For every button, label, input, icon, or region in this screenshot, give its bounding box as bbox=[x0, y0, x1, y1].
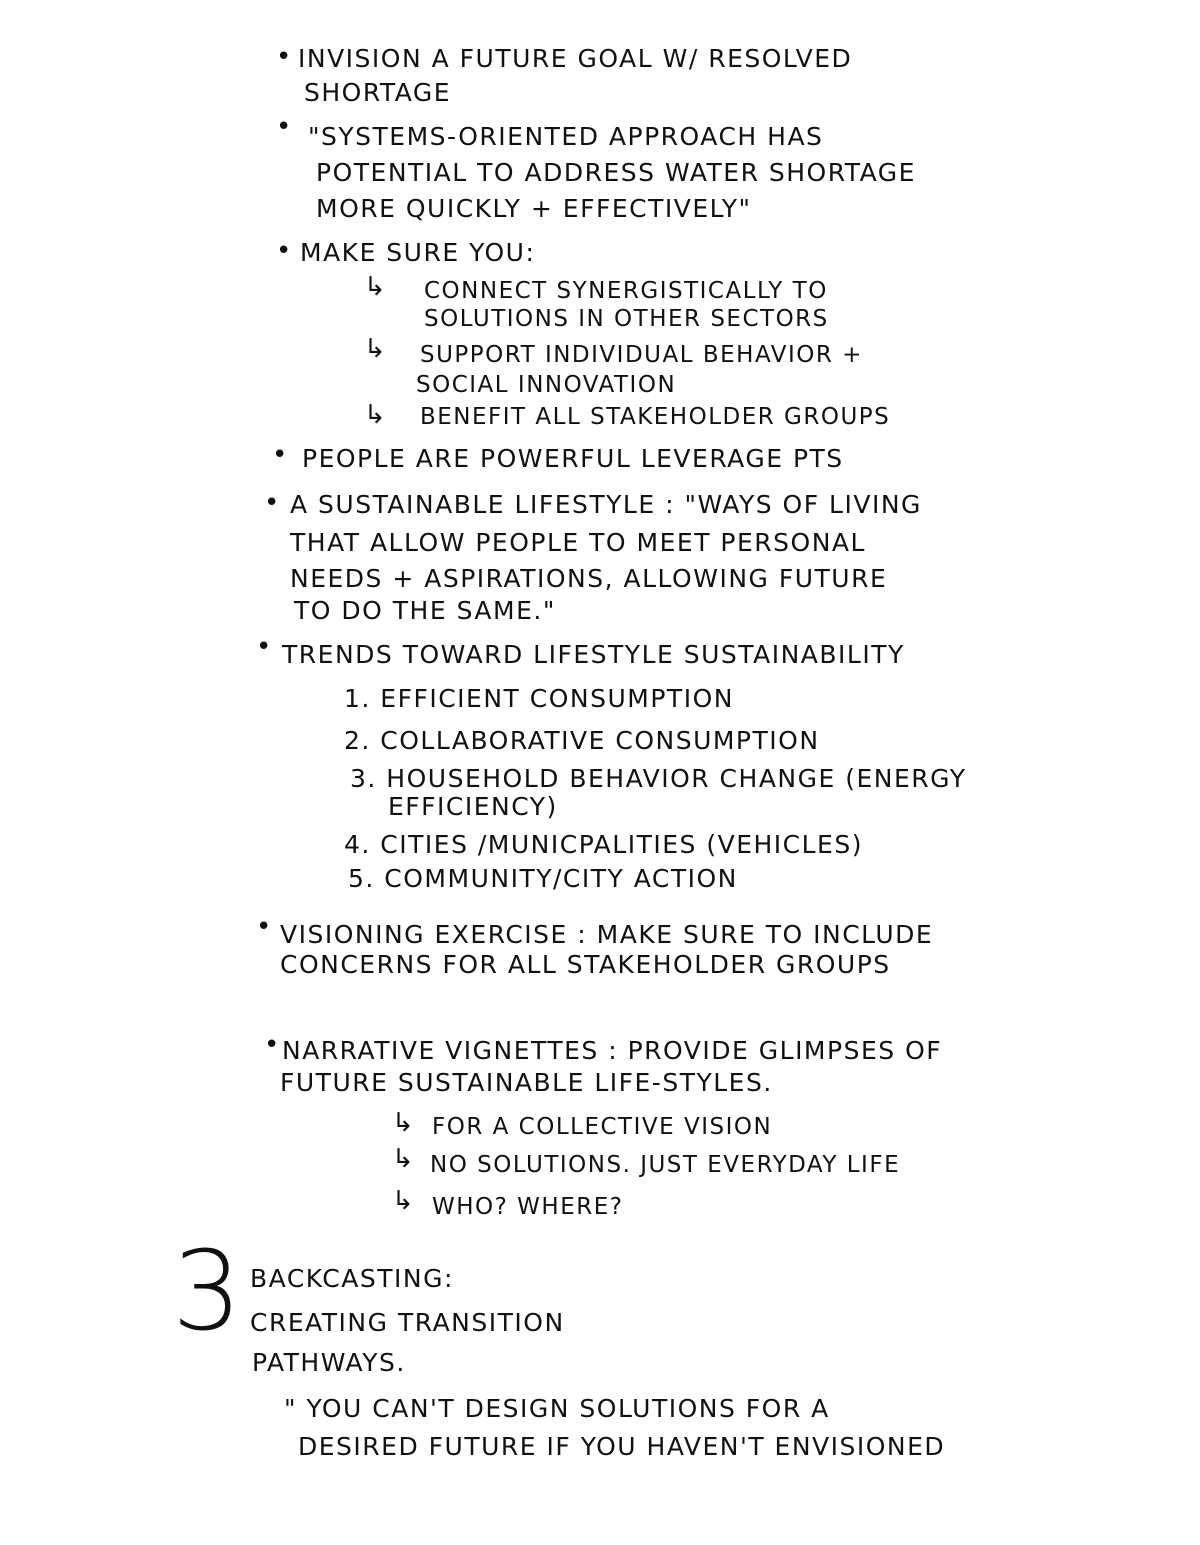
bullet-dot: • bbox=[256, 632, 273, 662]
note-line: PEOPLE ARE POWERFUL LEVERAGE PTS bbox=[302, 444, 844, 473]
arrow-icon: ↳ bbox=[392, 1186, 416, 1216]
quote-line: DESIRED FUTURE IF YOU HAVEN'T ENVISIONED bbox=[298, 1432, 946, 1461]
list-item: 5. COMMUNITY/CITY ACTION bbox=[348, 864, 738, 893]
note-line: SOCIAL INNOVATION bbox=[416, 372, 677, 398]
note-line: INVISION A FUTURE GOAL W/ RESOLVED bbox=[298, 44, 853, 73]
note-line: NEEDS + ASPIRATIONS, ALLOWING FUTURE bbox=[290, 564, 888, 593]
note-line: TRENDS TOWARD LIFESTYLE SUSTAINABILITY bbox=[282, 640, 905, 669]
note-line: VISIONING EXERCISE : MAKE SURE TO INCLUDE bbox=[280, 920, 934, 949]
note-line: WHO? WHERE? bbox=[432, 1194, 624, 1220]
note-line: "SYSTEMS-ORIENTED APPROACH HAS bbox=[308, 122, 824, 151]
list-item: 2. COLLABORATIVE CONSUMPTION bbox=[344, 726, 820, 755]
note-line: SOLUTIONS IN OTHER SECTORS bbox=[424, 306, 829, 332]
note-line: MORE QUICKLY + EFFECTIVELY" bbox=[316, 194, 752, 223]
list-item: 3. HOUSEHOLD BEHAVIOR CHANGE (ENERGY bbox=[350, 764, 967, 793]
bullet-dot: • bbox=[272, 440, 289, 470]
section-number: 3 bbox=[172, 1227, 244, 1355]
arrow-icon: ↳ bbox=[364, 272, 388, 302]
bullet-dot: • bbox=[264, 1030, 281, 1060]
note-line: TO DO THE SAME." bbox=[294, 596, 556, 625]
list-item: EFFICIENCY) bbox=[388, 792, 558, 821]
section-title: PATHWAYS. bbox=[252, 1348, 406, 1377]
bullet-dot: • bbox=[276, 112, 293, 142]
note-line: A SUSTAINABLE LIFESTYLE : "WAYS OF LIVING bbox=[290, 490, 922, 519]
arrow-icon: ↳ bbox=[392, 1144, 416, 1174]
list-item: 1. EFFICIENT CONSUMPTION bbox=[344, 684, 734, 713]
section-title: BACKCASTING: bbox=[250, 1264, 454, 1293]
bullet-dot: • bbox=[256, 912, 273, 942]
bullet-dot: • bbox=[264, 488, 281, 518]
arrow-icon: ↳ bbox=[364, 400, 388, 430]
note-line: SUPPORT INDIVIDUAL BEHAVIOR + bbox=[420, 342, 863, 368]
section-title: CREATING TRANSITION bbox=[250, 1308, 565, 1337]
bullet-dot: • bbox=[276, 236, 293, 266]
note-line: FOR A COLLECTIVE VISION bbox=[432, 1114, 773, 1140]
list-item: 4. CITIES /MUNICPALITIES (VEHICLES) bbox=[344, 830, 863, 859]
note-line: BENEFIT ALL STAKEHOLDER GROUPS bbox=[420, 404, 891, 430]
note-line: FUTURE SUSTAINABLE LIFE-STYLES. bbox=[280, 1068, 773, 1097]
arrow-icon: ↳ bbox=[392, 1108, 416, 1138]
note-line: NO SOLUTIONS. JUST EVERYDAY LIFE bbox=[430, 1152, 901, 1178]
note-line: MAKE SURE YOU: bbox=[300, 238, 536, 267]
quote-line: " YOU CAN'T DESIGN SOLUTIONS FOR A bbox=[284, 1394, 830, 1423]
note-line: CONNECT SYNERGISTICALLY TO bbox=[424, 278, 828, 304]
bullet-dot: • bbox=[276, 42, 293, 72]
note-line: SHORTAGE bbox=[304, 78, 452, 107]
note-line: NARRATIVE VIGNETTES : PROVIDE GLIMPSES OF bbox=[282, 1036, 943, 1065]
note-line: POTENTIAL TO ADDRESS WATER SHORTAGE bbox=[316, 158, 916, 187]
note-line: THAT ALLOW PEOPLE TO MEET PERSONAL bbox=[290, 528, 866, 557]
arrow-icon: ↳ bbox=[364, 334, 388, 364]
note-line: CONCERNS FOR ALL STAKEHOLDER GROUPS bbox=[280, 950, 891, 979]
